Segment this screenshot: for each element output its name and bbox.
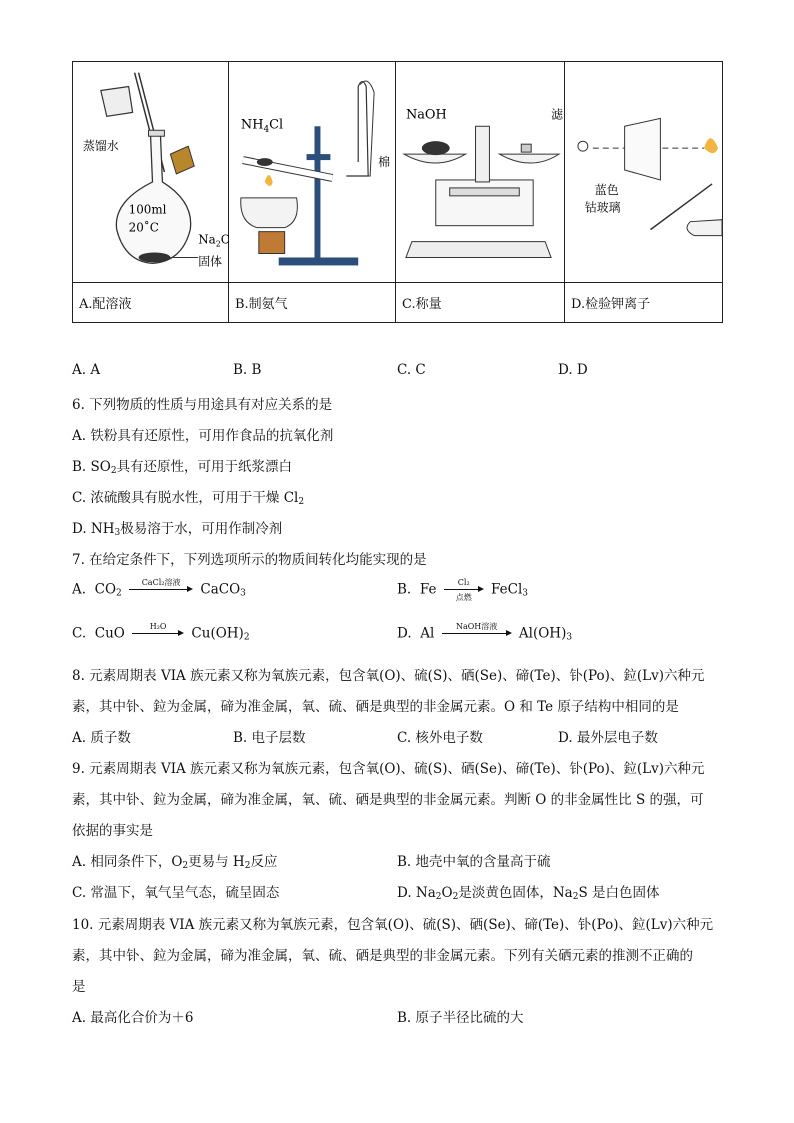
q8-option-c: C. 核外电子数 <box>397 730 483 746</box>
cobalt-glass-label: 钴玻璃 <box>584 200 621 215</box>
q6-option-d: D. $NH_3$极易溶于水，可用作制冷剂 <box>72 521 283 538</box>
q9-option-b: B. 地壳中氧的含量高于硫 <box>397 854 551 870</box>
temperature-label: 20˚C <box>128 220 159 235</box>
figure-cell-c <box>396 62 565 283</box>
caption-a: A.配溶液 <box>73 283 229 323</box>
q8-option-a: A. 质子数 <box>72 730 131 746</box>
distilled-water-label: 蒸馏水 <box>82 139 119 154</box>
q10-line-1: 10. 元素周期表 VIA 族元素又称为氧族元素，包含氧(O)、硫(S)、硒(Se)、碲(Te)、钋(Po)、鉝(Lv)六种元 <box>72 917 714 933</box>
q10-line-2: 素，其中钋、鉝为金属，碲为准金属，氧、硫、硒是典型的非金属元素。下列有关硒元素的推测不正确的 <box>72 948 693 964</box>
q7-option-a: A. $CO_2$ CaCl₂溶液 CaCO$_3$ <box>72 578 246 599</box>
solid-formula-label: $Na_2C$ <box>198 232 230 249</box>
q6-option-c: C. 浓硫酸具有脱水性，可用于干燥 $Cl_2$ <box>72 490 305 507</box>
q7-stem: 7. 在给定条件下，下列选项所示的物质间转化均能实现的是 <box>72 552 427 568</box>
q9-line-1: 9. 元素周期表 VIA 族元素又称为氧族元素，包含氧(O)、硫(S)、硒(Se)、碲(Te)、钋(Po)、鉝(Lv)六种元 <box>72 761 705 777</box>
caption-d: D.检验钾离子 <box>565 283 723 323</box>
q8-option-d: D. 最外层电子数 <box>558 730 658 746</box>
q9-line-2: 素，其中钋、鉝为金属，碲为准金属，氧、硫、硒是典型的非金属元素。判断 O 的非金属性比 S 的强，可 <box>72 792 704 808</box>
q5-option-b: B. B <box>233 362 262 378</box>
q5-option-a: A. A <box>72 362 101 378</box>
caption-c: C.称量 <box>396 283 565 323</box>
q10-line-3: 是 <box>72 979 86 995</box>
q6-option-a: A. 铁粉具有还原性，可用作食品的抗氧化剂 <box>72 428 334 444</box>
cotton-label: 棉 <box>378 155 391 170</box>
reagent-formula-label: $NH_4Cl$ <box>240 117 284 136</box>
q8-option-b: B. 电子层数 <box>233 730 306 746</box>
experiment-figure-table <box>72 61 723 323</box>
blue-label: 蓝色 <box>594 182 619 197</box>
caption-b: B.制氨气 <box>229 283 396 323</box>
q5-option-d: D. D <box>558 362 588 378</box>
q6-option-b: B. $SO_2$具有还原性，可用于纸浆漂白 <box>72 459 293 476</box>
ammonia-apparatus-illustration <box>229 62 395 282</box>
q9-option-a: A. 相同条件下，$O_2$更易与 $H_2$反应 <box>72 854 278 871</box>
naoh-label: NaOH <box>405 107 447 123</box>
figure-cell-d <box>565 62 723 283</box>
flame-test-illustration <box>565 62 722 282</box>
figure-cell-a <box>73 62 229 283</box>
q8-line-2: 素，其中钋、鉝为金属，碲为准金属，氧、硫、硒是典型的非金属元素。O 和 Te 原子结构中相同的是 <box>72 699 679 715</box>
q9-line-3: 依据的事实是 <box>72 823 153 839</box>
figure-cell-b <box>229 62 396 283</box>
q9-option-d: D. $Na_2O_2$是淡黄色固体，$Na_2S$ 是白色固体 <box>397 885 660 902</box>
q7-option-c: C. CuO H₂O $Cu(OH)_2$ <box>72 622 250 643</box>
q6-stem: 6. 下列物质的性质与用途具有对应关系的是 <box>72 397 333 413</box>
balance-illustration <box>396 62 564 282</box>
q7-option-b: B. Fe Cl₂ 点燃 FeCl$_3$ <box>397 578 529 602</box>
solid-label: 固体 <box>198 254 223 269</box>
filter-paper-label: 滤 <box>551 107 563 122</box>
q9-option-c: C. 常温下，氧气呈气态，硫呈固态 <box>72 885 280 901</box>
volumetric-flask-illustration <box>73 62 228 282</box>
q10-option-b: B. 原子半径比硫的大 <box>397 1010 524 1026</box>
volume-label: 100ml <box>128 202 167 217</box>
q7-option-d: D. Al NaOH溶液 $Al(OH)_3$ <box>397 622 573 643</box>
q10-option-a: A. 最高化合价为＋6 <box>72 1010 194 1026</box>
q5-option-c: C. C <box>397 362 426 378</box>
q8-line-1: 8. 元素周期表 VIA 族元素又称为氧族元素，包含氧(O)、硫(S)、硒(Se)、碲(Te)、钋(Po)、鉝(Lv)六种元 <box>72 668 705 684</box>
